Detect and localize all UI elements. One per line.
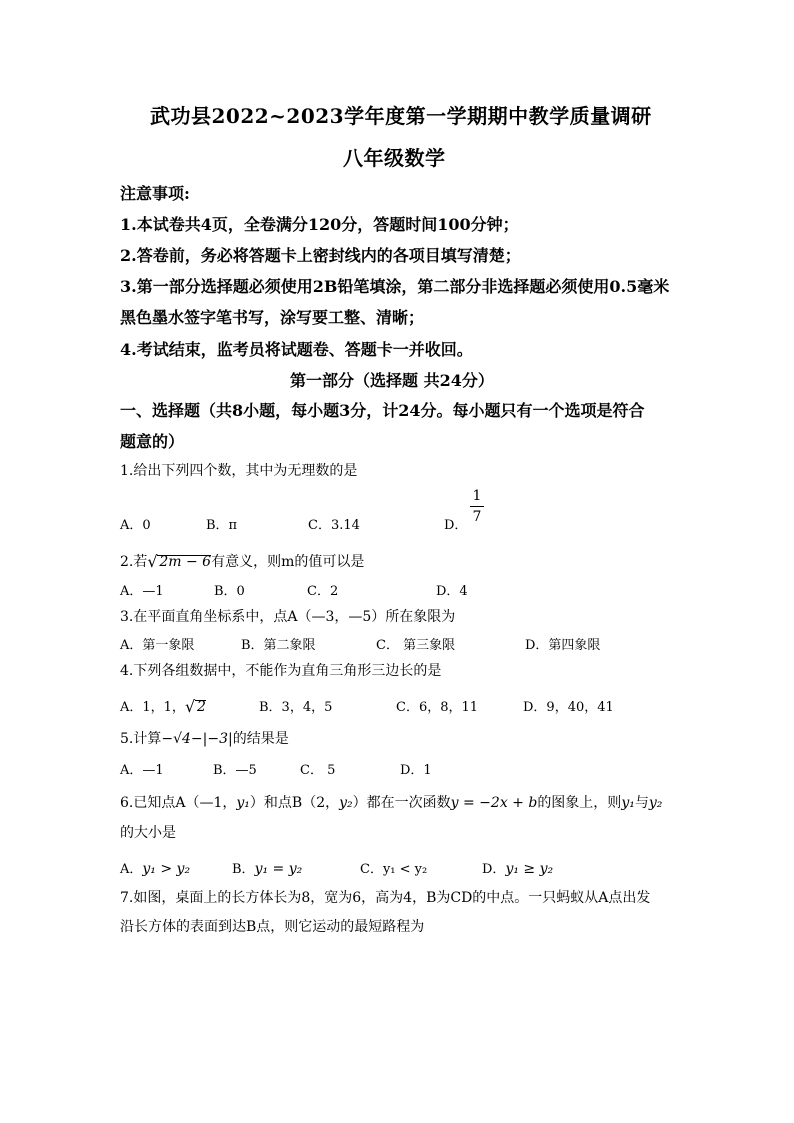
- question-6-text-4: 的图象上，则: [537, 795, 622, 811]
- part1-heading: 第一部分（选择题 共24分）: [290, 371, 494, 390]
- question-6-y1: y₁: [236, 795, 250, 811]
- note-1: 1.本试卷共4页，全卷满分120分，答题时间100分钟；: [120, 215, 519, 234]
- question-2-stem-pre: 2.若: [120, 554, 148, 570]
- note-4: 4.考试结束，监考员将试题卷、答题卡一并收回。: [120, 340, 473, 359]
- question-2-option-d: D．4: [436, 584, 468, 599]
- question-6-option-a-label: A．: [120, 862, 143, 877]
- fraction-bar: [470, 506, 484, 507]
- question-2-option-b: B．0: [214, 584, 245, 599]
- question-7-stem-line-2: 沿长方体的表面到达B点，则它运动的最短路程为: [120, 919, 425, 935]
- question-3-option-b: B．第二象限: [241, 638, 316, 653]
- square-root-expression: [185, 699, 206, 715]
- question-5-expression: −√4−|−3|: [161, 731, 233, 747]
- question-1-option-b: B．π: [206, 518, 238, 533]
- radicand: 2: [196, 699, 206, 715]
- question-5-stem-post: 的结果是: [232, 731, 289, 747]
- question-3-option-a: A．第一象限: [120, 638, 195, 653]
- question-4-option-d: D．9，40，41: [523, 700, 614, 715]
- question-5-option-c: C． 5: [300, 763, 336, 778]
- question-4-option-a-text: A．1，1，: [120, 700, 185, 715]
- question-6-option-c: C．y₁ < y₂: [360, 862, 428, 877]
- radicand: 2m − 6: [159, 554, 212, 570]
- question-6-text-2: ）和点B（2，: [249, 795, 340, 811]
- question-6-y2: y₂: [339, 795, 353, 811]
- question-6-option-b-label: B．: [232, 862, 255, 877]
- exam-subtitle: 八年级数学: [343, 146, 446, 170]
- question-4-option-b: B．3，4，5: [259, 700, 333, 715]
- question-5-stem-pre: 5.计算: [120, 731, 162, 747]
- question-2-stem-post: 有意义，则m的值可以是: [211, 554, 365, 570]
- question-6-option-b: [232, 858, 302, 877]
- question-6-option-d: [482, 858, 553, 877]
- note-3-line-1: 3.第一部分选择题必须使用2B铅笔填涂，第二部分非选择题必须使用0.5毫米: [120, 277, 670, 296]
- question-6-option-d-expr: y₁ ≥ y₂: [505, 861, 554, 877]
- question-4-option-a: [120, 696, 206, 715]
- question-5-stem: [120, 728, 289, 748]
- question-6-option-b-expr: y₁ = y₂: [254, 861, 303, 877]
- section1-heading-line-1: 一、选择题（共8小题，每小题3分，计24分。每小题只有一个选项是符合: [120, 401, 645, 420]
- question-7-stem-line-1: 7.如图，桌面上的长方体长为8，宽为6，高为4，B为CD的中点。一只蚂蚁从A点出发: [120, 890, 651, 906]
- question-2-option-c: C．2: [307, 584, 339, 599]
- question-3-option-c: C． 第三象限: [376, 638, 456, 653]
- question-5-option-b: B．—5: [213, 763, 257, 778]
- fraction-numerator: 1: [472, 488, 482, 504]
- question-1-fraction: [470, 488, 484, 525]
- note-3-line-2: 黑色墨水签字笔书写，涂写要工整、清晰；: [120, 308, 425, 327]
- question-6-option-a-expr: y₁ > y₂: [142, 861, 191, 877]
- question-6-function: y = −2x + b: [450, 795, 538, 811]
- question-5-option-a: A．—1: [120, 763, 164, 778]
- note-2: 2.答卷前，务必将答题卡上密封线内的各项目填写清楚；: [120, 246, 521, 265]
- fraction-denominator: 7: [472, 509, 482, 525]
- radical-sign-icon: √: [147, 552, 158, 571]
- square-root-expression: [147, 554, 211, 570]
- question-1-option-d: D．: [444, 518, 468, 533]
- question-3-stem: 3.在平面直角坐标系中，点A（—3，—5）所在象限为: [120, 609, 456, 625]
- radical-bar: [195, 700, 206, 701]
- notes-heading: 注意事项:: [120, 184, 190, 203]
- radical-sign-icon: √: [184, 697, 196, 716]
- question-4-stem: 4.下列各组数据中，不能作为直角三角形三边长的是: [120, 663, 442, 679]
- question-2-stem: [120, 551, 364, 571]
- question-6-text-5: 与: [634, 795, 649, 811]
- question-6-y1-second: y₁: [621, 795, 635, 811]
- section1-heading-line-2: 题意的）: [120, 432, 185, 451]
- question-6-y2-second: y₂: [648, 795, 663, 811]
- question-4-option-c: C．6，8，11: [396, 700, 479, 715]
- question-2-option-a: A．—1: [120, 584, 164, 599]
- question-1-stem: 1.给出下列四个数，其中为无理数的是: [120, 463, 358, 479]
- question-6-stem-line-2: 的大小是: [120, 825, 176, 841]
- question-3-option-d: D．第四象限: [525, 638, 601, 653]
- exam-title: 武功县2022~2023学年度第一学期期中教学质量调研: [150, 104, 652, 128]
- question-6-option-d-label: D．: [482, 862, 506, 877]
- question-1-option-a: A．0: [120, 518, 151, 533]
- question-6-text-1: 6.已知点A（—1，: [120, 795, 237, 811]
- question-5-option-d: D．1: [400, 763, 432, 778]
- question-1-option-c: C．3.14: [308, 518, 360, 533]
- question-6-option-a: [120, 858, 190, 877]
- question-6-stem-line-1: [120, 792, 662, 812]
- question-6-text-3: ）都在一次函数: [352, 795, 451, 811]
- radical-bar: [157, 555, 211, 556]
